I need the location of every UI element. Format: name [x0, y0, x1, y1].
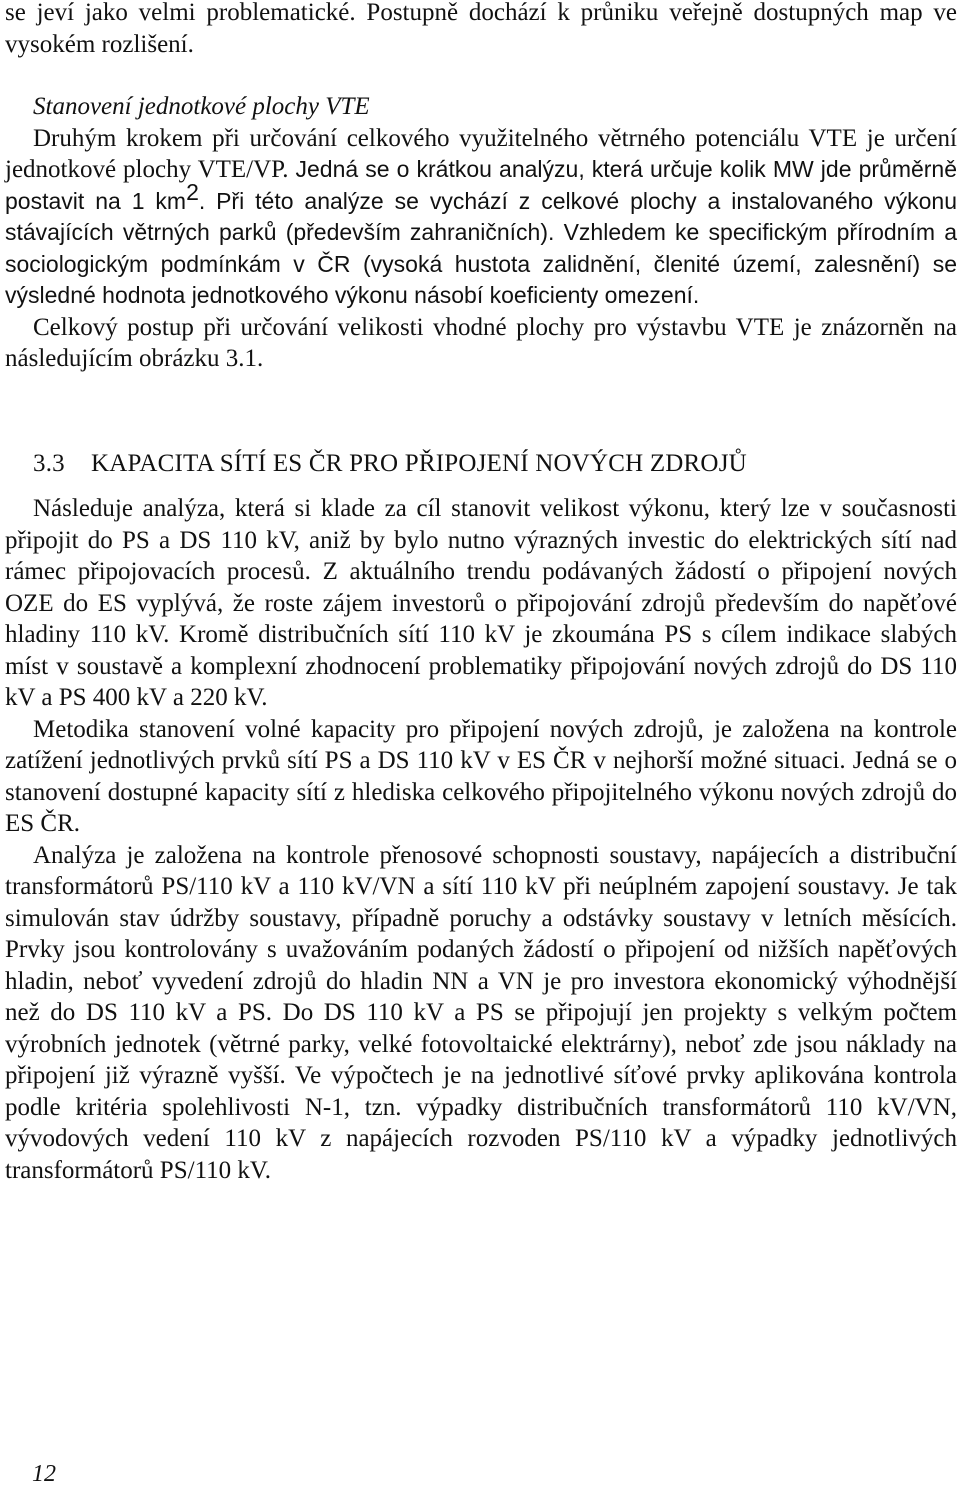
- unit-area-closing: Celkový postup při určování velikosti vhodné plochy pro výstavbu VTE je znázorněn na následujícím obrázku 3.1.: [5, 313, 957, 372]
- unit-area-sentence-3: Při této analýze se vychází z celkové plochy a instalovaného výkonu stávajících větrných parků (především zahraničních). Vzhledem ke specifickým přírodním a sociologickým podmínkám v ČR (vysoká hustota zalidnění, členité území, zalesnění) se výsledné hodnota jednotkového výkonu násobí koeficienty omezení.: [5, 187, 958, 308]
- unit-area-section: [5, 91, 957, 375]
- section-number: 3.3: [33, 450, 65, 477]
- section-heading: [33, 448, 747, 480]
- body-paragraph-2: Metodika stanovení volné kapacity pro připojení nových zdrojů, je založena na kontrole zatížení jednotlivých prvků sítí PS a DS 110 kV v ES ČR v nejhorší možné situaci. Jedná se o stanovení dostupné kapacity sítí z hlediska celkového připojitelného výkonu nových zdrojů do ES ČR.: [5, 715, 957, 837]
- unit-area-sentence-2: Jedná se o krátkou analýzu, která určuje kolik MW jde průměrně postavit na 1 km: [5, 156, 958, 214]
- body-paragraph-3: Analýza je založena na kontrole přenosové schopnosti soustavy, napájecích a distribuční transformátorů PS/110 kV a 110 kV/VN a sítí 110 kV při neúplném zapojení soustavy. Je tak simulován stav údržby soustavy, případně poruchy a odstávky soustavy v letních měsících. Prvky jsou kontrolovány s uvažováním podaných žádostí o připojení od nižších napěťových hladin, neboť vyvedení zdrojů do hladin NN a VN je pro investora ekonomický výhodnější než do DS 110 kV a PS. Do DS 110 kV a PS se připojují jen projekty s velkým počtem výrobních jednotek (větrné parky, velké fotovoltaické elektrárny), neboť zde jsou náklady na připojení již výrazně vyšší. Ve výpočtech je na jednotlivé síťové prvky aplikována kontrola podle kritéria spolehlivosti N-1, tzn. výpadky distribučních transformátorů 110 kV/VN, vývodových vedení 110 kV z napájecích rozvoden PS/110 kV a výpadky jednotlivých transformátorů PS/110 kV.: [5, 841, 957, 1184]
- unit-area-sentence-1: Druhým krokem při určování celkového využitelného větrného potenciálu VTE je určení jednotkové plochy VTE/VP.: [5, 124, 957, 183]
- subsection-heading: Stanovení jednotkové plochy VTE: [33, 93, 370, 120]
- section-title: KAPACITA SÍTÍ ES ČR PRO PŘIPOJENÍ NOVÝCH ZDROJŮ: [91, 450, 747, 477]
- section-body: [5, 493, 957, 1186]
- body-paragraph-1: Následuje analýza, která si klade za cíl stanovit velikost výkonu, který lze v současnosti připojit do PS a DS 110 kV, aniž by bylo nutno výrazných investic do elektrických sítí nad rámec připojovacích procesů. Z aktuálního trendu podávaných žádostí o připojení nových OZE do ES vyplývá, že roste zájem investorů o připojování zdrojů především do napěťové hladiny 110 kV. Kromě distribučních sítí 110 kV je zkoumána PS s cílem indikace slabých míst v soustavě a komplexní zhodnocení problematiky připojování nových zdrojů do DS 110 kV a PS 400 kV a 220 kV.: [5, 495, 957, 711]
- unit-area-paragraph: [5, 123, 957, 312]
- superscript-exponent: 2: [186, 178, 199, 205]
- sentence-period: .: [198, 187, 206, 214]
- page-number: 12: [32, 1461, 56, 1487]
- intro-paragraph: se jeví jako velmi problematické. Postupně dochází k průniku veřejně dostupných map ve vysokém rozlišení.: [5, 0, 957, 58]
